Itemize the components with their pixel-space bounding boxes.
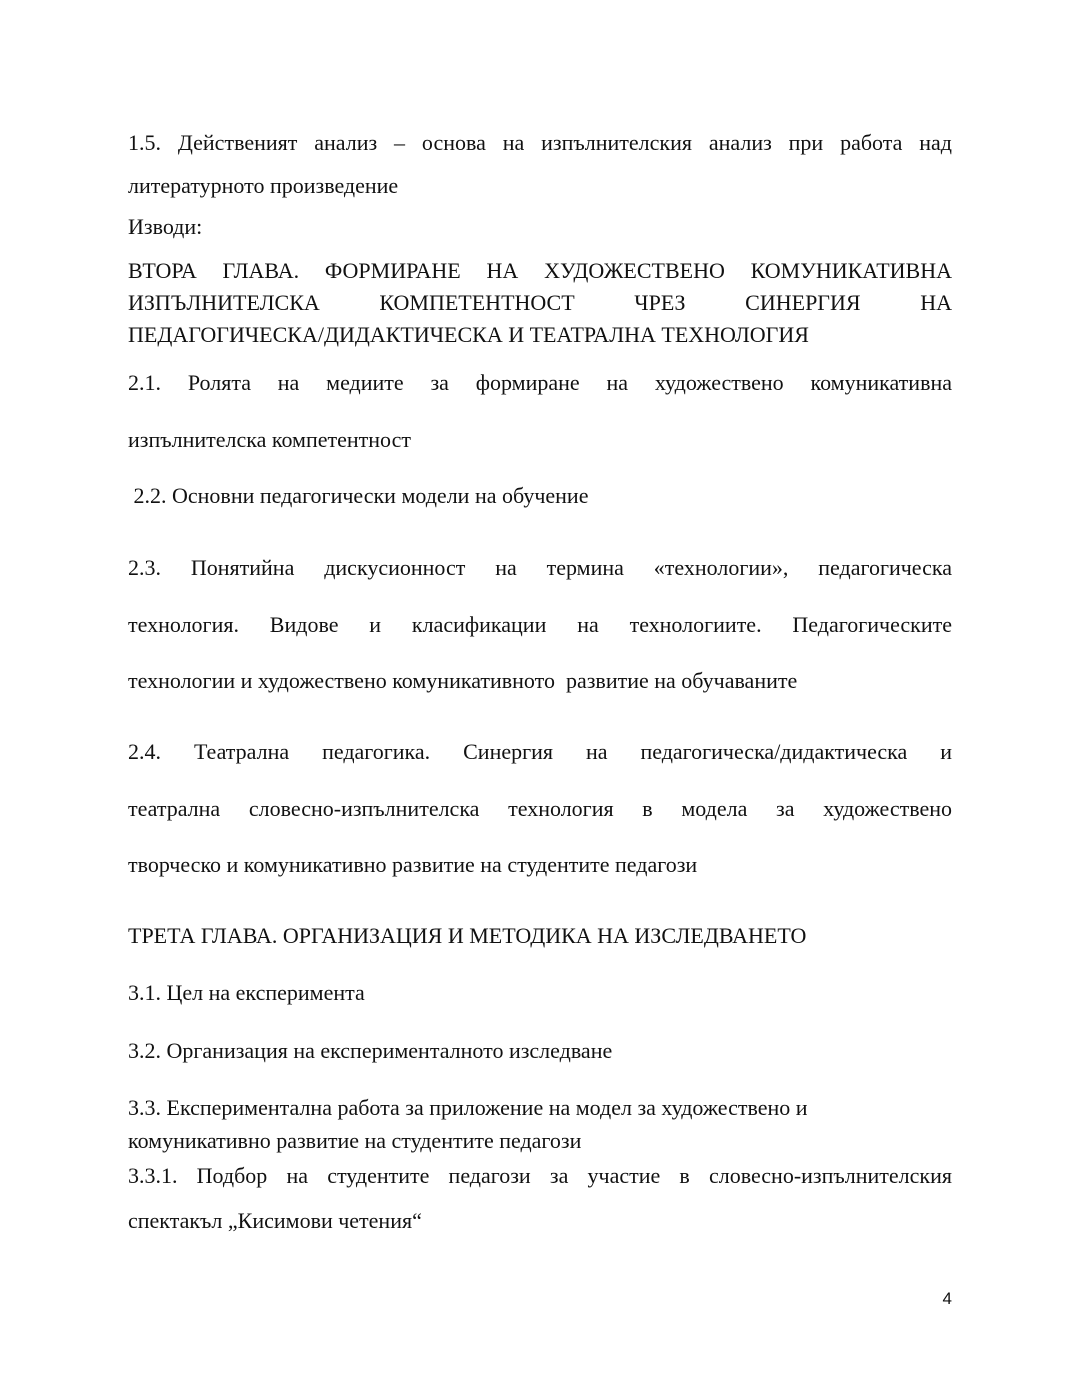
toc-entry-2-4-line-2: театрална словесно-изпълнителска технология в модела за художествено <box>128 796 952 821</box>
toc-entry-2-1-line-2: изпълнителска компетентност <box>128 427 411 452</box>
toc-entry-conclusions: Изводи: <box>128 214 203 239</box>
toc-entry-1-5-line-2: литературното произведение <box>128 173 399 198</box>
toc-entry-3-3-line-2: комуникативно развитие на студентите педагози <box>128 1128 582 1153</box>
toc-entry-2-4-line-1: 2.4. Театрална педагогика. Синергия на педагогическа/дидактическа и <box>128 739 952 764</box>
toc-entry-2-1-line-1: 2.1. Ролята на медиите за формиране на художествено комуникативна <box>128 370 952 395</box>
page-number: 4 <box>942 1289 952 1308</box>
toc-entry-2-4-line-3: творческо и комуникативно развитие на студентите педагози <box>128 852 698 877</box>
toc-entry-1-5-line-1: 1.5. Действеният анализ – основа на изпълнителския анализ при работа над <box>128 130 952 155</box>
toc-entry-3-3-line-1: 3.3. Експериментална работа за приложение на модел за художествено и <box>128 1095 808 1120</box>
toc-entry-2-3-line-3: технологии и художествено комуникативното развитие на обучаваните <box>128 668 798 693</box>
toc-entry-2-2: 2.2. Основни педагогически модели на обучение <box>128 483 589 508</box>
toc-entry-3-3-1-line-1: 3.3.1. Подбор на студентите педагози за участие в словесно-изпълнителския <box>128 1163 952 1188</box>
chapter-2-heading-line-3: ПЕДАГОГИЧЕСКА/ДИДАКТИЧЕСКА И ТЕАТРАЛНА ТЕХНОЛОГИЯ <box>128 322 809 347</box>
toc-entry-3-1: 3.1. Цел на експеримента <box>128 980 365 1005</box>
chapter-3-heading: ТРЕТА ГЛАВА. ОРГАНИЗАЦИЯ И МЕТОДИКА НА ИЗСЛЕДВАНЕТО <box>128 923 807 948</box>
toc-entry-2-3-line-2: технология. Видове и класификации на технологиите. Педагогическите <box>128 612 952 637</box>
chapter-2-heading-line-2: ИЗПЪЛНИТЕЛСКА КОМПЕТЕНТНОСТ ЧРЕЗ СИНЕРГИЯ НА <box>128 290 952 315</box>
chapter-2-heading-line-1: ВТОРА ГЛАВА. ФОРМИРАНЕ НА ХУДОЖЕСТВЕНО КОМУНИКАТИВНА <box>128 258 952 283</box>
toc-entry-2-3-line-1: 2.3. Понятийна дискусионност на термина «технологии», педагогическа <box>128 555 952 580</box>
toc-entry-3-3-1-line-2: спектакъл „Кисимови четения“ <box>128 1208 422 1233</box>
toc-entry-3-2: 3.2. Организация на експерименталното изследване <box>128 1038 613 1063</box>
